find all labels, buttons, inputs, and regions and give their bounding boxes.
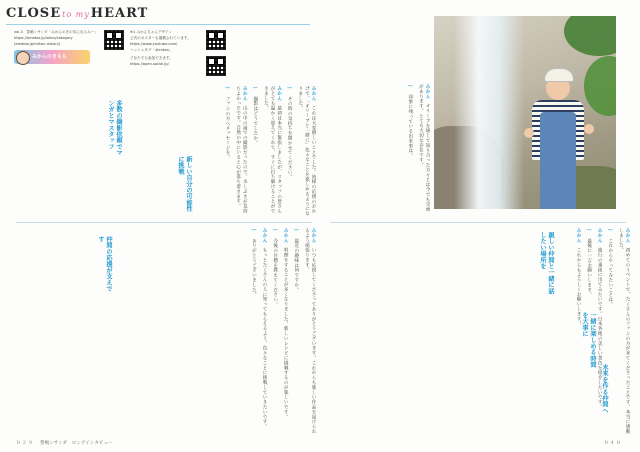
row-divider — [330, 222, 626, 223]
badge-label: みかんのきもち — [32, 54, 68, 60]
speaker-label: ― — [225, 86, 231, 92]
speaker-label: みかん — [425, 84, 430, 99]
paragraph-text: 最後に一言お願いします。 — [586, 238, 592, 298]
paragraph — [406, 84, 413, 216]
header-right-line4: ハッシュタグ「#mikan」 — [130, 48, 173, 52]
denim-overalls — [540, 112, 576, 209]
profile-badge — [14, 50, 90, 64]
paragraph — [223, 86, 230, 218]
paragraph — [292, 228, 299, 434]
body-text-block-bottom — [16, 228, 316, 434]
paragraph-text: 最初は本当に緊張しましたが、スタッフの皆さんがとても温かく迎えてくれて、すぐに打ち解けることができました。 — [263, 86, 282, 214]
section-heading: 新しい自分の可能性に挑戦 — [177, 156, 192, 212]
speaker-label: みかん — [276, 86, 282, 101]
paragraph — [271, 228, 278, 434]
section-heading: 親しい仲間と一緒に話したい場所を — [539, 232, 554, 294]
paragraph — [234, 86, 247, 218]
page-number-left: ０ ３ ９ — [16, 441, 33, 446]
speaker-label: ― — [287, 86, 293, 92]
section-heading: 一緒に楽しめる時間を大事に — [581, 312, 596, 368]
header-right-line6: https://open.social.jp/ — [130, 62, 169, 66]
speaker-label: みかん — [625, 228, 630, 243]
header-rule — [6, 24, 310, 25]
paragraph — [250, 228, 257, 434]
paragraph-text: これからやってみたいことは。 — [607, 238, 613, 307]
paragraph — [262, 86, 282, 218]
paragraph-text: いつも応援してくださってありがとうございます。これからも楽しい作品を届けられるよう頑張ります。 — [304, 228, 316, 434]
paragraph-text: 今後の目標を教えてください。 — [272, 238, 278, 307]
section-heading: 未来を作る仲間へ — [601, 364, 608, 414]
row-divider — [16, 222, 312, 223]
person-figure — [526, 68, 594, 209]
header-right-line1: ※1 みかんちゃんデザイン — [130, 30, 173, 34]
thumbs-up-icon — [584, 124, 594, 134]
foliage — [564, 16, 616, 56]
logo-script: to my — [62, 10, 90, 19]
speaker-label: みかん — [597, 228, 603, 243]
speaker-label: ― — [407, 84, 413, 90]
paragraph-text: その時の気持ちを聞かせてください。 — [287, 96, 293, 180]
page-number-right: ０ ４ ０ — [604, 441, 621, 446]
logo-main-left: CLOSE — [6, 6, 62, 21]
paragraph-text: 料理をすることが多くなりました。新しいレシピに挑戦するのが楽しいです。 — [283, 247, 289, 420]
section-heading: 仲間の応援が支えです — [97, 236, 112, 292]
paragraph — [251, 86, 258, 218]
section-heading: 多数の撮影依頼でマンガとマスタッフ — [107, 100, 122, 156]
paragraph — [617, 228, 630, 434]
paragraph-text: 撮影はどうでしたか。 — [252, 96, 258, 146]
paragraph-text: 最近の趣味は何ですか。 — [293, 238, 299, 293]
cap — [544, 68, 574, 82]
speaker-label: みかん — [576, 228, 582, 243]
paragraph-text: 山の中の滝での撮影だったので、水しぶきが気持ちよかったです。自然の中にいると心が落ち着きます。 — [235, 86, 248, 214]
thumbs-up-icon — [524, 128, 534, 138]
paragraph — [303, 228, 316, 434]
speaker-label: ― — [251, 228, 257, 234]
paragraph-text: 旅行の番組に出てみたいです。日本各地の美しい景色を紹介したいです。 — [597, 247, 603, 410]
qr-code-icon[interactable] — [104, 30, 124, 50]
qr-code-icon[interactable] — [206, 30, 226, 50]
logo-main-right: HEART — [90, 6, 149, 21]
header-left-line3: (ameblo.jp/mikan-mikan/) — [14, 42, 61, 46]
paragraph-text: これは大変嬉しいことでした。皆様の応援のおかげで、「オリーブと一緒に」色々なことを楽しめるようになりました。 — [297, 86, 316, 216]
body-text-block-right-top — [330, 84, 430, 216]
paragraph-text: 初めてのイベントで、たくさんのファンの方が来てくださったことです。本当に感動しました。 — [618, 228, 630, 434]
speaker-label: ― — [607, 228, 613, 234]
paragraph — [417, 84, 430, 216]
header-left-line1: vol.3 豊嶋シサンダ「みかんのきの気になるみー」 — [14, 30, 98, 34]
speaker-label: みかん — [242, 86, 248, 101]
paragraph-text: もっとたくさんの人に知ってもらえるよう、色々なことに挑戦していきたいです。 — [262, 247, 268, 429]
header-right-line3: https://www.youtube.com/ — [130, 42, 178, 46]
speaker-label: ― — [252, 86, 258, 92]
avatar — [16, 51, 30, 65]
paragraph-text: オリーブを通じて知り合った方々とは今でも交流があります。とても大切な存在です。 — [418, 84, 430, 212]
paragraph — [286, 86, 293, 218]
paragraph-text: 印象に残っている出来事は。 — [407, 94, 413, 158]
body-text-block-top — [16, 86, 316, 218]
paragraph-text: これからもよろしくお願いします！ — [576, 247, 582, 327]
speaker-label: ― — [272, 228, 278, 234]
speaker-label: みかん — [311, 86, 316, 101]
section-logo — [6, 6, 148, 21]
speaker-label: ― — [586, 228, 592, 234]
speaker-label: ― — [293, 228, 299, 234]
speaker-label: みかん — [262, 228, 268, 243]
interview-photo — [434, 16, 616, 209]
paragraph-text: ありがとうございました。 — [251, 238, 257, 298]
paragraph-text: ファンの方へメッセージを。 — [225, 96, 231, 160]
header-right-line5: どなたでも参加できます。 — [130, 56, 173, 60]
header-left-line2: https://ameblo.jp/lolina/category — [14, 36, 73, 40]
qr-code-icon[interactable] — [206, 56, 226, 76]
paragraph — [260, 228, 267, 434]
speaker-label: みかん — [311, 228, 316, 243]
header-right-line2: 公式のポスターも掲載されています。 — [130, 36, 191, 40]
footer-credit: 豊嶋シサンダ ロングインタビュー — [40, 441, 113, 446]
paragraph — [296, 86, 316, 218]
paragraph — [282, 228, 289, 434]
speaker-label: みかん — [283, 228, 289, 243]
waterfall — [454, 16, 524, 209]
